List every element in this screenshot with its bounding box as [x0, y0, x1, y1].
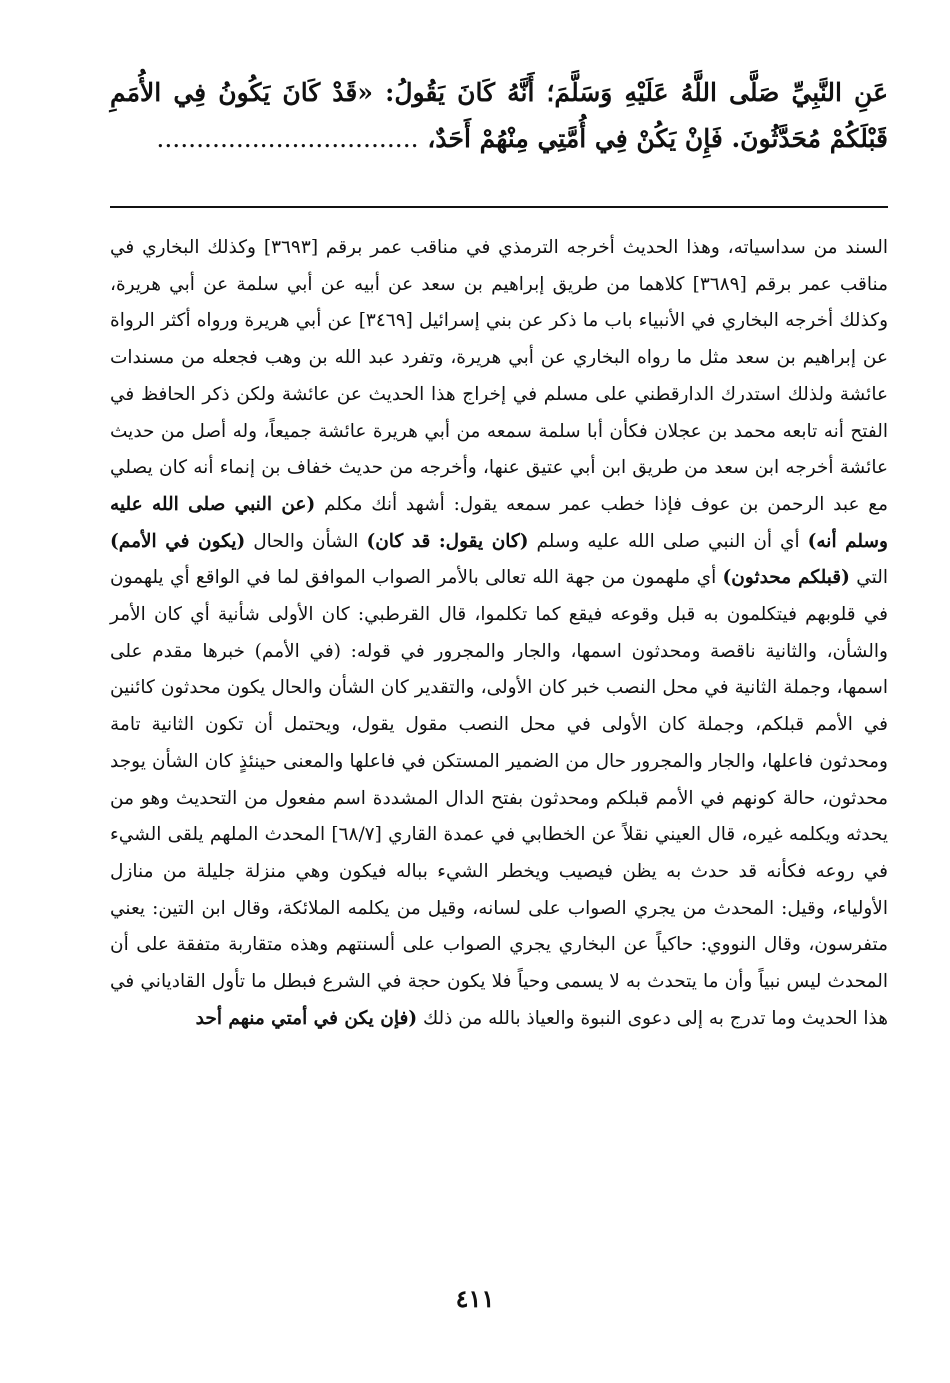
commentary-part: السند من سداسياته، وهذا الحديث أخرجه الترمذي في مناقب عمر برقم [٣٦٩٣] وكذلك البخاري في مناقب عمر برقم [٣٦٨٩] كلاهما من طريق إبراهيم بن سعد عن أبيه عن أبي سلمة عن أبي هريرة، وكذلك أخرجه البخاري في الأنبياء باب ما ذكر عن بني إسرائيل [٣٤٦٩] عن أبي هريرة ورواه أكثر الرواة عن إبراهيم بن سعد مثل ما رواه البخاري عن أبي هريرة، وتفرد عبد الله بن وهب فجعله من مسندات عائشة ولذلك استدرك الدارقطني على مسلم في إخراج هذا الحديث عن عائشة ولكن ذكر الحافظ في الفتح أنه تابعه محمد بن عجلان فكأن أبا سلمة سمعه من أبي هريرة عائشة جميعاً، وله أصل من حديث عائشة أخرجه ابن سعد من طريق ابن أبي عتيق عنها، وأخرجه من حديث خفاف بن إنماء أنه كان يصلي مع عبد الرحمن بن عوف فإذا خطب عمر سمعه يقول: أشهد أنك مكلم	[110, 237, 889, 515]
quoted-hadith-phrase: (يكون في الأمم)	[110, 530, 246, 552]
hadith-intro: عَنِ النَّبِيِّ صَلَّى اللَّهُ عَلَيْهِ وَسَلَّمَ؛ أَنَّهُ كَانَ يَقُولُ:	[373, 78, 888, 107]
quoted-hadith-phrase: (كان يقول: قد كان)	[366, 530, 529, 552]
page-number: ٤١١	[455, 1284, 495, 1313]
commentary-part: التي	[849, 567, 888, 589]
footnote-separator	[110, 206, 888, 208]
hadith-continuation-dots: .................................	[156, 124, 419, 153]
quoted-hadith-phrase: (قبلكم محدثون)	[722, 567, 850, 589]
commentary-part: أي ملهمون من جهة الله تعالى بالأمر الصواب الموافق لما في الواقع أي يلهمون في قلوبهم فيتكلمون به قبل وقوعه فيقع كما تكلموا، قال القرطبي: كان الأولى شأنية أي كان الأمر والشأن، والثانية ناقصة ومحدثون اسمها، والجار والمجرور في قوله: (في الأمم) خبرها مقدم على اسمها، وجملة الثانية في محل النصب خبر كان الأولى، والتقدير كان الشأن والحال يكون محدثون كائنين في الأمم قبلكم، وجملة كان الأولى في محل النصب مقول يقول، ويحتمل أن تكون الثانية تامة ومحدثون فاعلها، والجار والمجرور حال من الضمير المستكن في فاعلها والمعنى حينئذٍ كان الشأن يوجد محدثون، حالة كونهم في الأمم قبلكم ومحدثون بفتح الدال المشددة اسم مفعول من التحديث وهو من يحدثه ويكلمه غيره، قال العيني نقلاً عن الخطابي في عمدة القاري [٦٨/٧] المحدث الملهم يلقى الشيء في روعه فكأنه قد حدث به يظن فيصيب ويخطر الشيء بباله فيكون وهي منزلة جليلة من منازل الأولياء، وقيل: المحدث من يجري الصواب على لسانه، وقيل من يكلمه الملائكة، وقال ابن التين: يعني متفرسون، وقال النووي: حاكياً عن البخاري يجري الصواب على ألسنتهم وهذه متقاربة متفقة على أن المحدث ليس نبياً وأن ما يتحدث به لا يسمى وحياً فلا يكون حجة في الشرع فبطل ما تأول القادياني في هذا الحديث وما تدرج به إلى دعوى النبوة والعياذ بالله من ذلك	[110, 567, 888, 1029]
quoted-hadith-phrase: (فإن يكن في أمتي منهم أحد	[195, 1007, 418, 1029]
page-content	[110, 70, 889, 1029]
hadith-matn: «قَدْ كَانَ يَكُونُ فِي الأُمَمِ قَبْلَكُمْ مُحَدَّثُونَ. فَإِنْ يَكُنْ فِي أُمَّتِي مِنْهُمْ أَحَدٌ،	[110, 78, 888, 153]
quoted-hadith-phrase: (عن النبي صلى الله عليه وسلم أنه)	[110, 493, 888, 552]
hadith-text	[110, 70, 888, 162]
commentary-part: الشأن والحال	[245, 530, 367, 552]
commentary-text	[110, 230, 888, 1037]
commentary-part: أي أن النبي صلى الله عليه وسلم	[528, 530, 808, 552]
